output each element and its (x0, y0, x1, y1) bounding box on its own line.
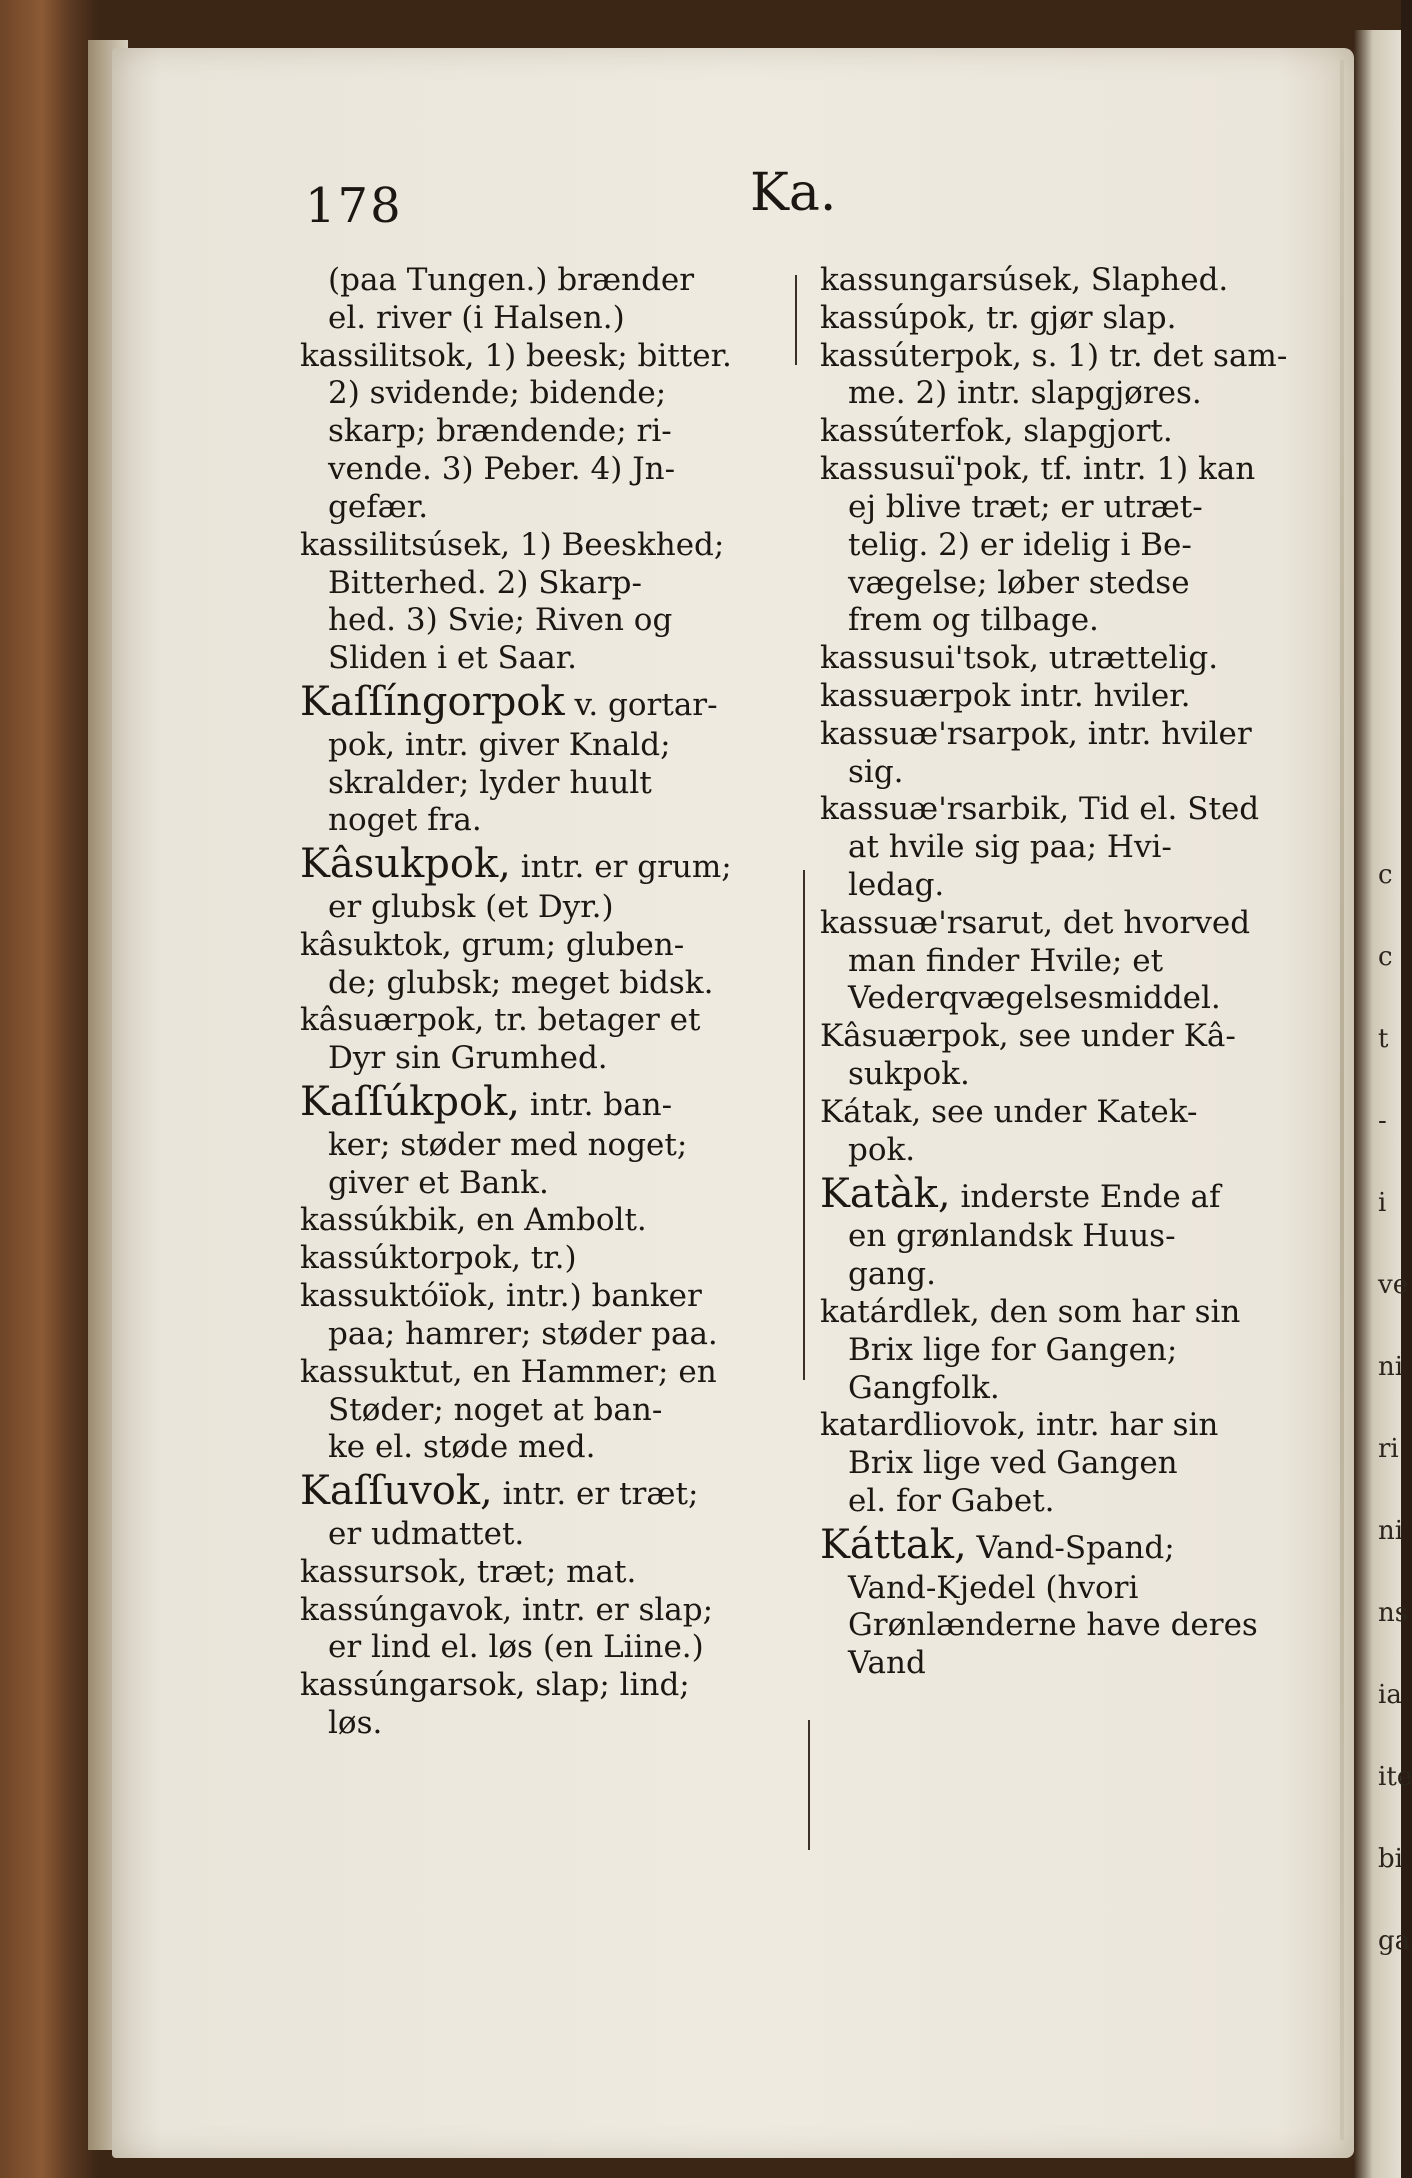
entry-line: katardliovok, intr. har sin (820, 1407, 1219, 1444)
entry-line: Sliden i et Saar. (328, 640, 577, 677)
margin-fragment: - (1378, 1106, 1387, 1136)
entry-line: Kâsuærpok, see under Kâ- (820, 1018, 1236, 1055)
dictionary-entry (820, 1094, 1320, 1170)
entry-line: giver et Bank. (328, 1164, 549, 1201)
headword: Katàk, (820, 1170, 951, 1217)
entry-line (820, 1521, 1320, 1570)
headword: Kaſſuvok, (300, 1468, 493, 1515)
entry-line: gang. (848, 1256, 936, 1293)
dictionary-entry (300, 927, 810, 1003)
entry-line: ker; støder med noget; (328, 1126, 688, 1163)
headword: Kâsukpok, (300, 841, 511, 888)
dictionary-entry (820, 1018, 1320, 1094)
entry-line: ledag. (848, 867, 945, 903)
margin-fragment: ite (1378, 1762, 1412, 1792)
headword: Kaſſúkpok, (300, 1079, 520, 1126)
dictionary-entry (820, 1521, 1320, 1683)
dictionary-entry (300, 1202, 810, 1240)
dictionary-entry (300, 1278, 810, 1354)
entry-line: hed. 3) Svie; Riven og (328, 602, 673, 639)
entry-line: kassuktóïok, intr.) banker (300, 1278, 702, 1315)
page-edge (1340, 60, 1344, 2140)
entry-text: inderste Ende af (950, 1178, 1221, 1215)
entry-text: intr. ban- (519, 1087, 673, 1124)
entry-line: kassungarsúsek, Slaphed. (820, 262, 1229, 298)
dictionary-entry (820, 716, 1320, 792)
entry-line: kassusuï'pok, tf. intr. 1) kan (820, 451, 1256, 488)
right-column (820, 262, 1320, 1683)
headword: Káttak, (820, 1521, 967, 1568)
dictionary-entry (300, 1002, 810, 1078)
entry-line: Gangfolk. (848, 1369, 1000, 1406)
entry-line: el. for Gabet. (848, 1482, 1055, 1519)
entry-line: skarp; brændende; ri- (328, 413, 672, 450)
entry-line: Grønlænderne have deres (848, 1607, 1258, 1644)
entry-line: kassilitsok, 1) beesk; bitter. (300, 337, 732, 374)
entry-line (300, 678, 810, 727)
entry-line: noget fra. (328, 802, 482, 839)
entry-line: kassuæ'rsarut, det hvorved (820, 904, 1251, 941)
entry-line: Vand (848, 1645, 926, 1682)
entry-line: telig. 2) er idelig i Be- (848, 526, 1192, 563)
dictionary-entry (300, 1592, 810, 1668)
dictionary-entry (300, 1354, 810, 1467)
entry-line: paa; hamrer; støder paa. (328, 1315, 718, 1352)
entry-line: Dyr sin Grumhed. (328, 1040, 608, 1077)
dictionary-entry (300, 1467, 810, 1554)
entry-line: kassursok, træt; mat. (300, 1553, 637, 1590)
entry-line: Støder; noget at ban- (328, 1391, 663, 1428)
dictionary-entry (820, 338, 1320, 414)
entry-line: løs. (328, 1705, 383, 1741)
entry-line: pok, intr. giver Knald; (328, 726, 671, 763)
dictionary-entry (300, 1078, 810, 1202)
margin-fragment: t (1378, 1024, 1389, 1054)
entry-text: v. gortar- (564, 686, 718, 723)
entry-line: kassúkbik, en Ambolt. (300, 1202, 647, 1239)
entry-line: kassuærpok intr. hviler. (820, 677, 1191, 714)
entry-text: intr. er træt; (492, 1476, 699, 1513)
margin-fragment: ni (1378, 1516, 1404, 1546)
margin-fragment: c (1378, 860, 1393, 890)
page-number: 178 (305, 178, 403, 234)
entry-line: er udmattet. (328, 1515, 525, 1552)
margin-fragment: bi (1378, 1844, 1403, 1874)
entry-line: kassúngarsok, slap; lind; (300, 1667, 690, 1704)
entry-line: ej blive træt; er utræt- (848, 488, 1203, 525)
entry-line: de; glubsk; meget bidsk. (328, 964, 714, 1001)
entry-line: Vand-Kjedel (hvori (848, 1569, 1139, 1606)
entry-line: kâsuktok, grum; gluben- (300, 926, 685, 963)
entry-line (300, 1078, 810, 1127)
entry-line: kassúterpok, s. 1) tr. det sam- (820, 337, 1288, 374)
entry-line: kassuæ'rsarbik, Tid el. Sted (820, 791, 1260, 828)
headword: Kaſſíngorpok (300, 678, 565, 725)
entry-line: kassúngavok, intr. er slap; (300, 1591, 714, 1628)
margin-fragment: ga (1378, 1926, 1411, 1956)
dictionary-entry (300, 1554, 810, 1592)
entry-line: kassusui'tsok, utrættelig. (820, 640, 1219, 677)
dictionary-entry (820, 413, 1320, 451)
margin-fragment: ia (1378, 1680, 1402, 1710)
dictionary-entry (820, 640, 1320, 678)
entry-line: en grønlandsk Huus- (848, 1218, 1176, 1255)
entry-line: man finder Hvile; et (848, 942, 1164, 979)
entry-line: pok. (848, 1131, 916, 1168)
entry-line: er lind el. løs (en Liine.) (328, 1629, 704, 1666)
entry-line: 2) svidende; bidende; (328, 375, 667, 412)
running-head: Ka. (750, 163, 837, 223)
entry-line: kassuktut, en Hammer; en (300, 1353, 717, 1390)
entry-line: skralder; lyder huult (328, 764, 652, 801)
entry-line: kassúpok, tr. gjør slap. (820, 299, 1177, 336)
dictionary-entry (820, 300, 1320, 338)
dictionary-entry (300, 262, 810, 338)
entry-line: kassilitsúsek, 1) Beeskhed; (300, 526, 725, 563)
entry-line: katárdlek, den som har sin (820, 1293, 1241, 1330)
margin-fragment: c (1378, 942, 1393, 972)
entry-line: at hvile sig paa; Hvi- (848, 829, 1172, 866)
entry-line: gefær. (328, 488, 429, 525)
dictionary-entry (300, 1240, 810, 1278)
dictionary-entry (300, 527, 810, 678)
entry-line: Bitterhed. 2) Skarp- (328, 564, 642, 601)
entry-line: kâsuærpok, tr. betager et (300, 1002, 701, 1039)
entry-line: Brix lige ved Gangen (848, 1445, 1178, 1482)
entry-line: Kátak, see under Katek- (820, 1093, 1198, 1130)
entry-line: kassuæ'rsarpok, intr. hviler (820, 715, 1252, 752)
dictionary-entry (820, 1170, 1320, 1294)
dictionary-entry (300, 678, 810, 840)
margin-fragment: ri (1378, 1434, 1399, 1464)
margin-fragment: i (1378, 1188, 1387, 1218)
entry-line: me. 2) intr. slapgjøres. (848, 375, 1202, 412)
entry-line: kassúterfok, slapgjort. (820, 413, 1173, 450)
entry-line: sukpok. (848, 1056, 970, 1093)
entry-line: (paa Tungen.) brænder (328, 262, 695, 298)
left-column (300, 262, 810, 1743)
margin-fragment: ns (1378, 1598, 1409, 1628)
dictionary-entry (300, 1667, 810, 1743)
entry-line: sig. (848, 753, 904, 790)
entry-line: vægelse; løber stedse (848, 564, 1190, 601)
dictionary-entry (300, 840, 810, 927)
dictionary-entry (300, 338, 810, 527)
entry-line: ke el. støde med. (328, 1429, 596, 1466)
dictionary-entry (820, 451, 1320, 640)
entry-line: vende. 3) Peber. 4) Jn- (328, 451, 676, 488)
dictionary-entry (820, 678, 1320, 716)
margin-fragment: ve (1378, 1270, 1409, 1300)
dictionary-entry (820, 1294, 1320, 1407)
entry-line: er glubsk (et Dyr.) (328, 888, 614, 925)
entry-line: kassúktorpok, tr.) (300, 1240, 577, 1277)
entry-text: intr. er grum; (510, 849, 732, 886)
entry-line (300, 840, 810, 889)
margin-fragment: ni (1378, 1352, 1404, 1382)
entry-line: Brix lige for Gangen; (848, 1331, 1178, 1368)
entry-line: frem og tilbage. (848, 602, 1099, 639)
dictionary-entry (820, 262, 1320, 300)
entry-line: Vederqvægelsesmiddel. (848, 980, 1221, 1017)
dictionary-entry (820, 905, 1320, 1018)
entry-line (820, 1170, 1320, 1219)
entry-text: Vand-Spand; (966, 1529, 1175, 1566)
dictionary-entry (820, 791, 1320, 904)
entry-line (300, 1467, 810, 1516)
entry-line: el. river (i Halsen.) (328, 299, 625, 336)
dictionary-entry (820, 1407, 1320, 1520)
